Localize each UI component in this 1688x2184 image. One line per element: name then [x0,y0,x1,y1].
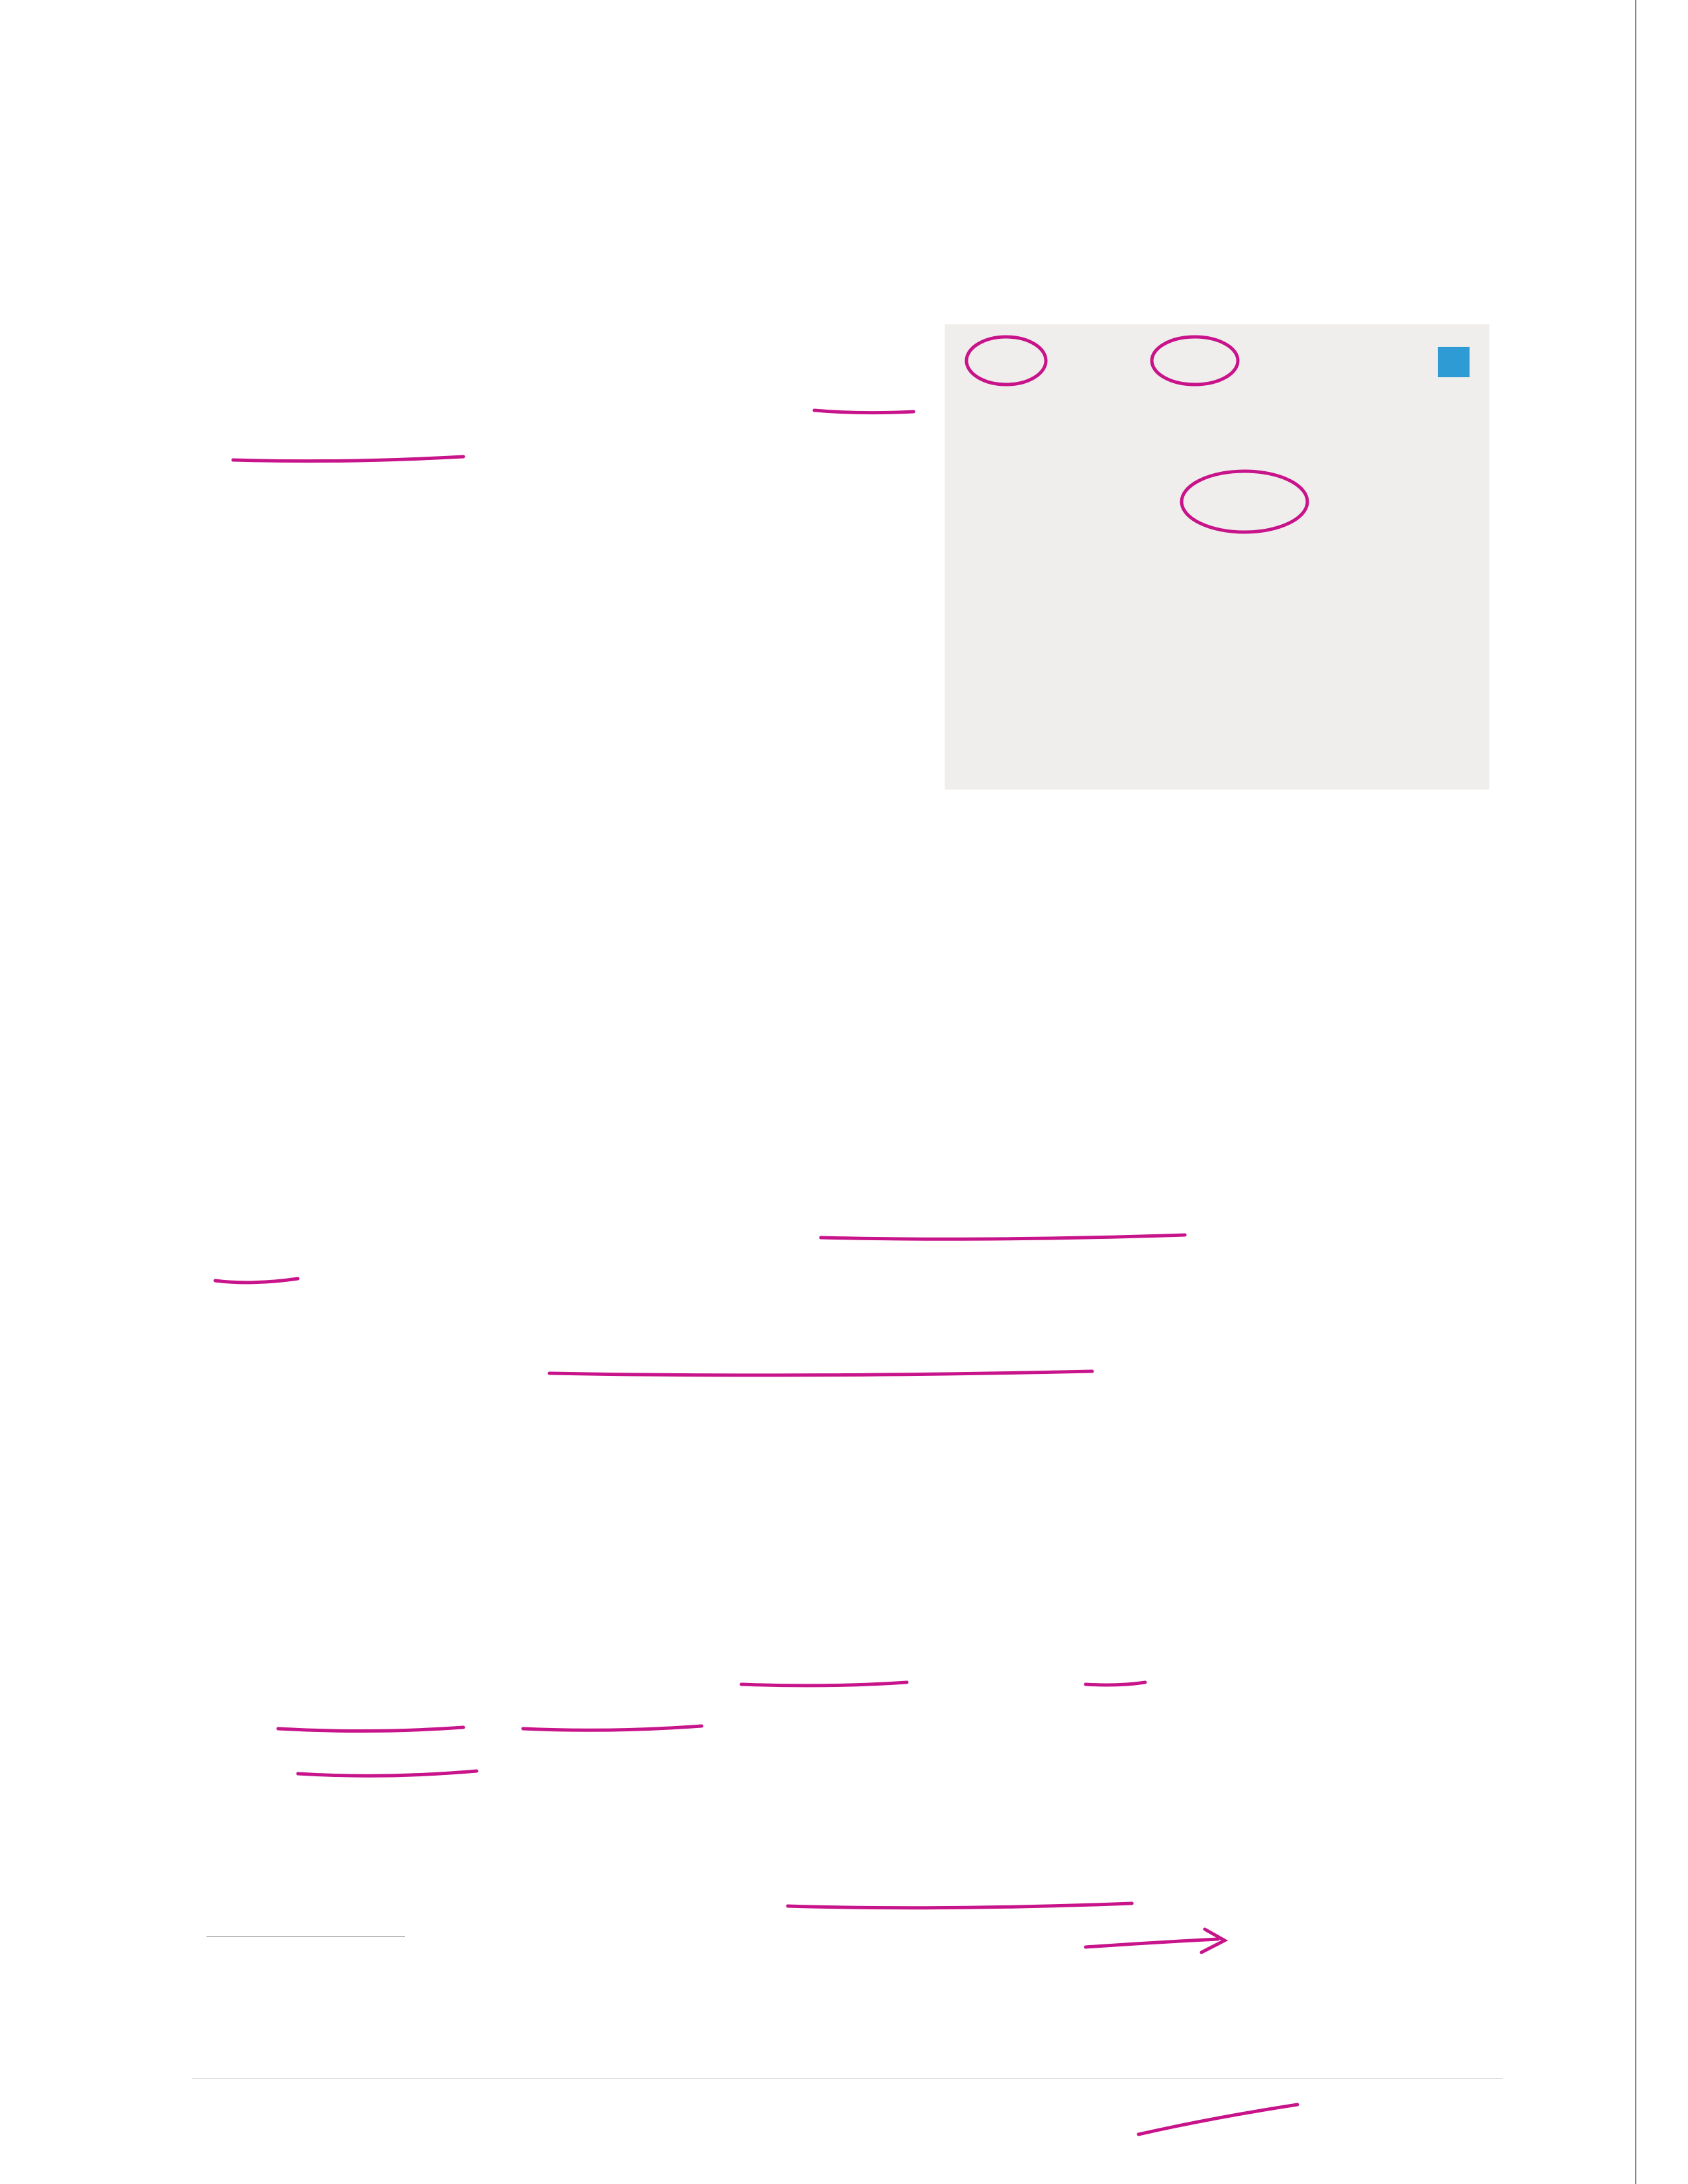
pen-underlines [215,337,1307,2134]
